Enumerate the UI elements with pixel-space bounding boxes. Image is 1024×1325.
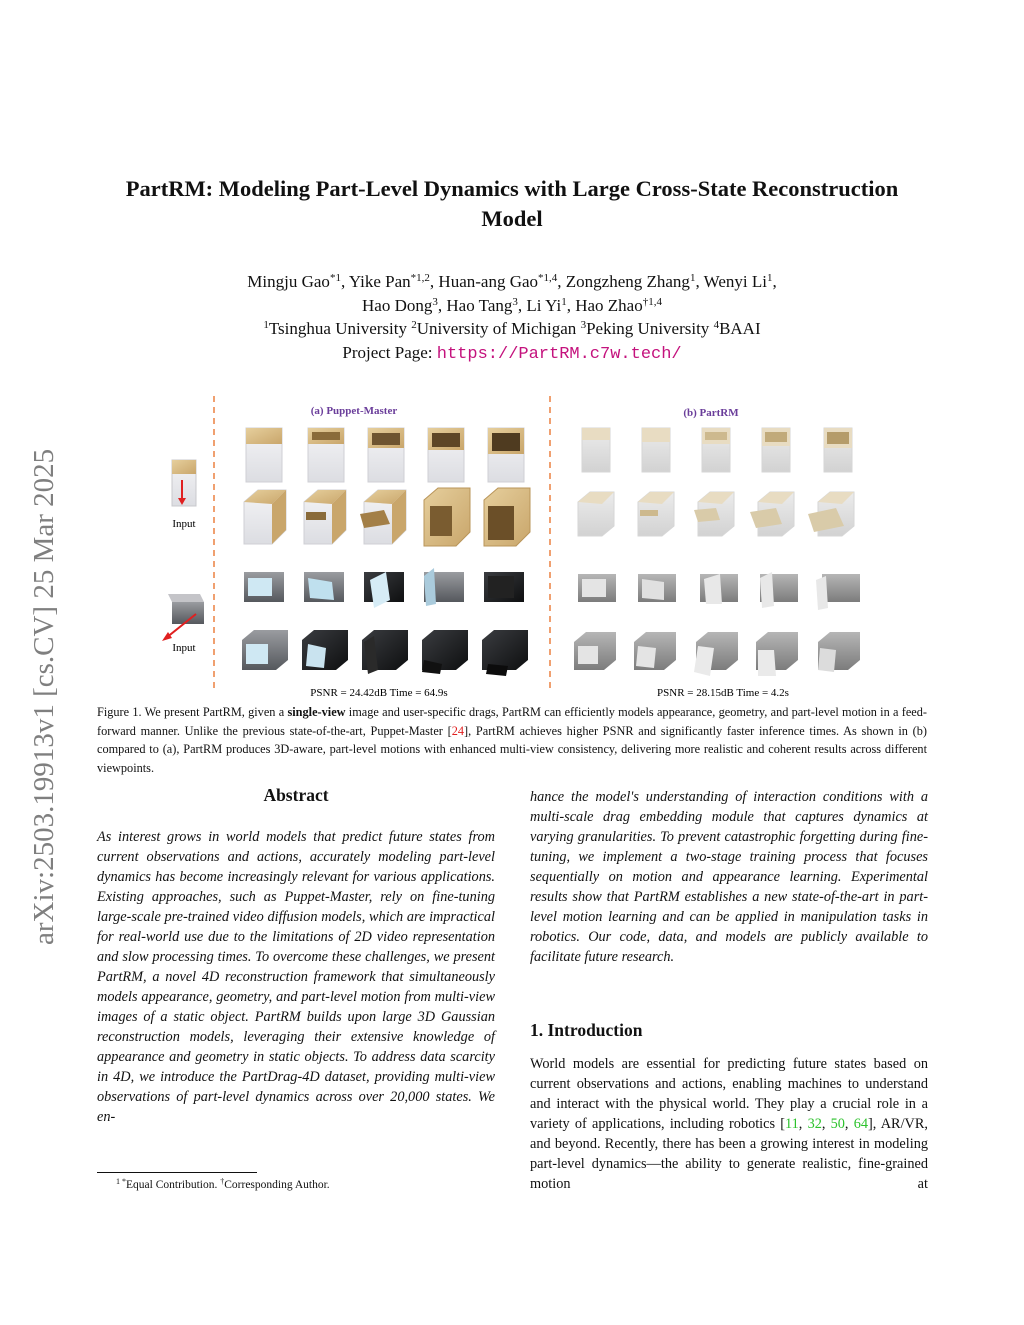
- author: Hao Dong: [362, 296, 433, 315]
- panel-b-row-3: [578, 572, 860, 610]
- panel-b-label: (b) PartRM: [683, 407, 739, 419]
- abstract-body-right: hance the model's understanding of interaction conditions with a multi-scale drag embedding module that captures dynamics at varying granularities. To prevent catastrophic forgetting during fine-tuning, we implement a two-stage training process that focuses sequentially on motion and appearance learning. Experimental results show that PartRM establishes a new state-of-the-art in part-level motion learning and can be applied in manipulation tasks in robotics. Our code, data, and models are publicly available to facilitate future research.: [530, 789, 928, 965]
- panel-b-row-2: [578, 492, 854, 536]
- footnote: $^{1 *}$Equal Contribution. †Corresponding Author.: [116, 1177, 330, 1191]
- panel-a-row-2: [244, 488, 530, 546]
- metric-a: PSNR = 24.42dB Time = 64.9s: [310, 687, 448, 699]
- arxiv-id: arXiv:2503.19913v1 [cs.CV] 25 Mar 2025: [28, 448, 60, 945]
- project-page: Project Page: https://PartRM.c7w.tech/: [342, 343, 682, 364]
- author-line-2: Hao Dong$^3$, Hao Tang$^3$, Li Yi$^1$, Hao Zhao$^{\dagger 1,4}$: [362, 296, 662, 315]
- panel-b-row-1: [582, 428, 852, 472]
- input-cabinet: [172, 460, 196, 506]
- panel-a-row-3: [244, 568, 524, 608]
- citation-link[interactable]: 50: [830, 1116, 845, 1132]
- citation-link[interactable]: 24: [451, 723, 465, 738]
- panel-b-row-4: [574, 632, 860, 676]
- author: Wenyi Li: [703, 272, 767, 291]
- figure-caption: Figure 1. We present PartRM, given a single-view image and user-specific drags, PartRM can efficiently models appearance, geometry, and part-level motion in a feed-forward manner. Unlike the previous state-of-the-art, Puppet-Master [24], PartRM achieves higher PSNR and significantly faster inference times. As shown in (b) compared to (a), PartRM produces 3D-aware, part-level motions with enhanced multi-view consistency, delivering more realistic and coherent results across different viewpoints.: [97, 705, 928, 775]
- arxiv-stamp: [8, 360, 68, 950]
- citation-link[interactable]: 32: [807, 1116, 822, 1132]
- author: Huan-ang Gao: [438, 272, 539, 291]
- citation-link[interactable]: 64: [853, 1116, 868, 1132]
- author: Yike Pan: [348, 272, 411, 291]
- intro-body: World models are essential for predicting future states based on current observations and actions, enabling machines to understand and interact with the physical world. They play a crucial role in a variety of applications, including robotics [11, 32, 50, 64], AR/VR, and beyond. Recently, there has been a growing interest in modeling part-level dynamics—the ability to generate realistic, fine-grained motion at: [530, 1056, 928, 1192]
- author: Hao Zhao: [575, 296, 643, 315]
- affiliations: $^1$Tsinghua University $^2$University of Michigan $^3$Peking University $^4$BAAI: [263, 319, 761, 338]
- input-label-1: Input: [172, 518, 196, 530]
- metric-b: PSNR = 28.15dB Time = 4.2s: [657, 687, 789, 699]
- panel-a-label: (a) Puppet-Master: [310, 405, 398, 417]
- panel-a-row-4: [242, 630, 528, 676]
- author-line-1: Mingju Gao$^{*1}$, Yike Pan$^{*1,2}$, Huan-ang Gao$^{*1,4}$, Zongzheng Zhang$^1$, Wenyi Li$^1$,: [247, 272, 777, 291]
- author: Li Yi: [526, 296, 562, 315]
- author: Mingju Gao: [247, 272, 330, 291]
- abstract-body-left: As interest grows in world models that predict future states from current observations and actions, accurately modeling part-level dynamics has become increasingly relevant for various applications. Existing approaches, such as Puppet-Master, rely on fine-tuning large-scale pre-trained video diffusion models, which are impractical for real-world use due to the limitations of 2D video representation and slow processing times. To overcome these challenges, we present PartRM, a novel 4D reconstruction framework that simultaneously models appearance, geometry, and part-level motion from multi-view images of a static object. PartRM builds upon large 3D Gaussian reconstruction models, leveraging their extensive knowledge of appearance and geometry in static objects. To address data scarcity in 4D, we introduce the PartDrag-4D dataset, providing multi-view observations of part-level dynamics across over 20,000 states. We en-: [97, 829, 495, 1125]
- figure-1: [96, 392, 928, 704]
- author: Hao Tang: [446, 296, 513, 315]
- author: Zongzheng Zhang: [565, 272, 690, 291]
- paper-title: PartRM: Modeling Part-Level Dynamics with Large Cross-State Reconstruction Model: [125, 176, 899, 231]
- project-link[interactable]: https://PartRM.c7w.tech/: [436, 345, 682, 364]
- footnote-rule: [97, 1172, 257, 1173]
- panel-a-row-1: [246, 428, 524, 482]
- citation-link[interactable]: 11: [785, 1116, 799, 1132]
- abstract-heading: Abstract: [263, 785, 329, 805]
- input-microwave: [162, 594, 204, 641]
- intro-heading: 1. Introduction: [530, 1020, 643, 1040]
- input-label-2: Input: [172, 642, 196, 654]
